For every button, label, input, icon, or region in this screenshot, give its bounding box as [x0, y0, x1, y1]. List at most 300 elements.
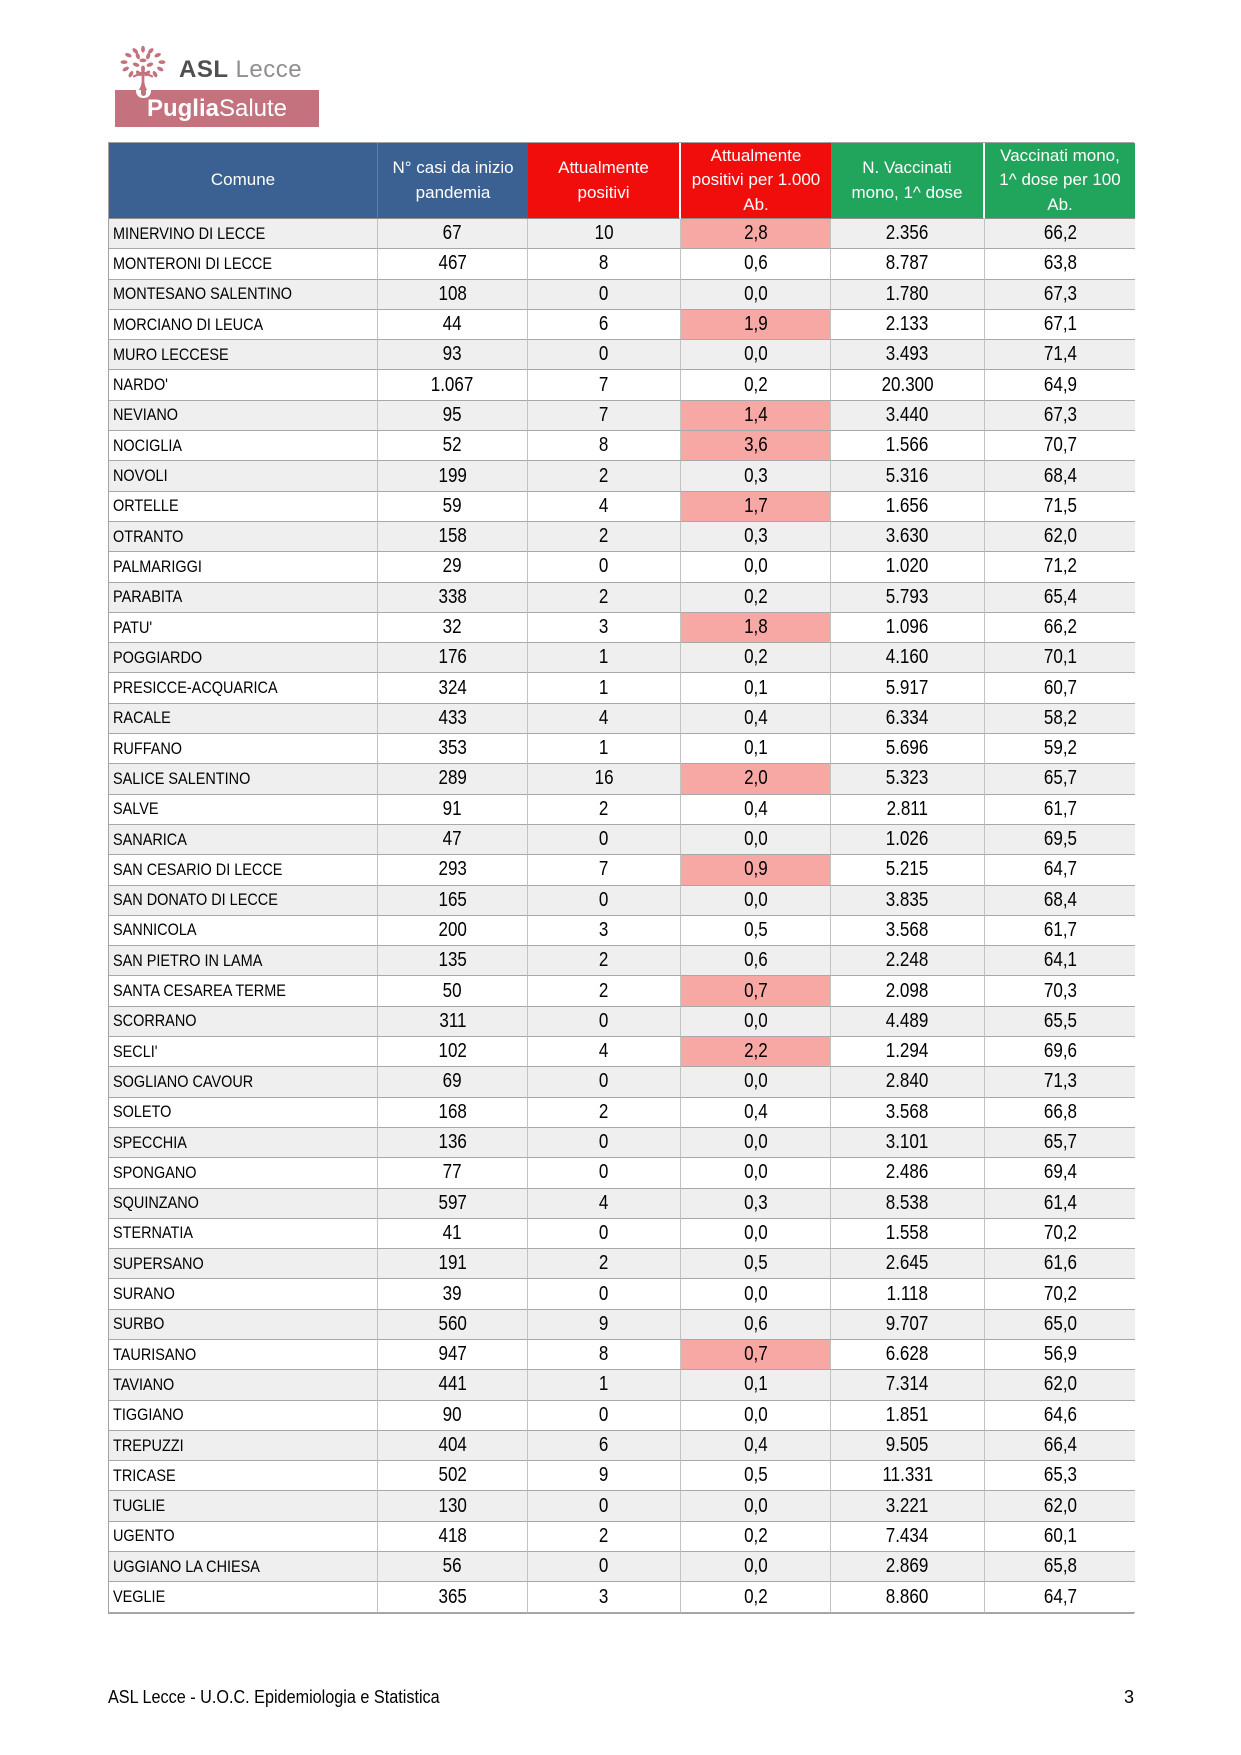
comune-cell	[109, 1219, 378, 1249]
comune-cell-text: SALICE SALENTINO	[113, 768, 251, 788]
brand-lecce: Lecce	[235, 56, 303, 83]
vaccinati-per-100-cell	[985, 1582, 1135, 1612]
vaccinati-cell-text: 4.160	[886, 646, 929, 669]
comune-cell-text: SAN DONATO DI LECCE	[113, 890, 278, 910]
vaccinati-cell	[831, 1370, 985, 1400]
positivi-cell	[528, 916, 681, 946]
positivi-per-1000-cell-text: 0,2	[743, 1524, 768, 1547]
casi-cell	[378, 613, 528, 643]
comune-cell-text: RACALE	[113, 708, 171, 728]
positivi-per-1000-cell	[681, 795, 831, 825]
comune-cell-text: SANNICOLA	[113, 920, 197, 940]
vaccinati-per-100-cell-text: 69,4	[1043, 1161, 1077, 1184]
vaccinati-cell	[831, 764, 985, 794]
column-header-vaccinati-label: N. Vaccinati mono, 1^ dose	[851, 158, 963, 202]
positivi-cell-text: 0	[599, 1403, 609, 1426]
comune-cell-text: NEVIANO	[113, 405, 179, 425]
casi-cell-text: 433	[438, 706, 467, 729]
vaccinati-cell-text: 3.568	[886, 918, 929, 941]
positivi-per-1000-cell	[681, 552, 831, 582]
positivi-per-1000-cell	[681, 946, 831, 976]
positivi-per-1000-cell-text: 0,7	[743, 1343, 768, 1366]
vaccinati-cell-text: 5.793	[886, 585, 929, 608]
vaccinati-per-100-cell	[985, 1491, 1135, 1521]
positivi-cell	[528, 643, 681, 673]
casi-cell-text: 324	[438, 676, 467, 699]
positivi-per-1000-cell-text: 0,0	[743, 1131, 768, 1154]
comune-cell-text: TAVIANO	[113, 1374, 175, 1394]
positivi-cell-text: 0	[599, 1555, 609, 1578]
vaccinati-per-100-cell-text: 61,7	[1043, 918, 1077, 941]
vaccinati-per-100-cell	[985, 1340, 1135, 1370]
positivi-cell	[528, 1249, 681, 1279]
comune-cell-text: SURANO	[113, 1284, 175, 1304]
vaccinati-cell	[831, 1310, 985, 1340]
vaccinati-cell	[831, 825, 985, 855]
column-header-positivi-per-1000	[681, 143, 831, 219]
vaccinati-cell-text: 3.493	[886, 343, 929, 366]
casi-cell-text: 560	[438, 1312, 467, 1335]
positivi-per-1000-cell	[681, 461, 831, 491]
casi-cell	[378, 1158, 528, 1188]
vaccinati-per-100-cell-text: 67,3	[1043, 282, 1077, 305]
comune-cell-text: POGGIARDO	[113, 647, 203, 667]
vaccinati-per-100-cell-text: 65,3	[1043, 1464, 1077, 1487]
positivi-cell	[528, 1158, 681, 1188]
positivi-cell	[528, 1370, 681, 1400]
positivi-per-1000-cell-text: 0,2	[743, 373, 768, 396]
vaccinati-cell-text: 1.851	[886, 1403, 929, 1426]
positivi-cell-text: 2	[599, 464, 609, 487]
comune-cell-text: SPECCHIA	[113, 1132, 187, 1152]
column-header-vaccinati-per-100	[985, 143, 1135, 219]
positivi-per-1000-cell-text: 0,6	[743, 1312, 768, 1335]
vaccinati-per-100-cell-text: 70,2	[1043, 1282, 1077, 1305]
positivi-per-1000-cell	[681, 401, 831, 431]
positivi-per-1000-cell-text: 0,6	[743, 252, 768, 275]
positivi-cell	[528, 613, 681, 643]
column-header-positivi-label: Attualmente positivi	[558, 158, 649, 202]
positivi-per-1000-cell	[681, 1552, 831, 1582]
casi-cell	[378, 340, 528, 370]
casi-cell-text: 597	[438, 1191, 467, 1214]
casi-cell	[378, 1037, 528, 1067]
positivi-per-1000-cell	[681, 1007, 831, 1037]
comune-cell-text: ORTELLE	[113, 496, 179, 516]
casi-cell	[378, 673, 528, 703]
positivi-per-1000-cell-text: 0,0	[743, 343, 768, 366]
casi-cell-text: 502	[438, 1464, 467, 1487]
vaccinati-cell	[831, 1007, 985, 1037]
vaccinati-cell-text: 1.118	[886, 1282, 929, 1305]
comune-cell	[109, 825, 378, 855]
vaccinati-per-100-cell-text: 66,2	[1043, 222, 1077, 245]
vaccinati-cell-text: 1.026	[886, 828, 929, 851]
casi-cell	[378, 976, 528, 1006]
page-footer	[108, 1687, 1134, 1708]
positivi-cell-text: 0	[599, 282, 609, 305]
vaccinati-cell	[831, 1279, 985, 1309]
vaccinati-per-100-cell-text: 71,4	[1043, 343, 1077, 366]
vaccinati-per-100-cell-text: 66,2	[1043, 616, 1077, 638]
positivi-per-1000-cell	[681, 1279, 831, 1309]
vaccinati-per-100-cell-text: 67,3	[1043, 403, 1077, 426]
positivi-per-1000-cell	[681, 431, 831, 461]
comune-cell-text: RUFFANO	[113, 738, 183, 758]
vaccinati-cell-text: 2.645	[886, 1252, 929, 1275]
comune-cell	[109, 1401, 378, 1431]
vaccinati-per-100-cell-text: 59,2	[1043, 737, 1077, 760]
comune-cell	[109, 1310, 378, 1340]
comune-cell-text: STERNATIA	[113, 1223, 194, 1243]
positivi-cell-text: 2	[599, 1100, 609, 1123]
positivi-cell	[528, 583, 681, 613]
comune-cell	[109, 401, 378, 431]
positivi-per-1000-cell	[681, 1582, 831, 1612]
positivi-per-1000-cell	[681, 492, 831, 522]
positivi-per-1000-cell-text: 0,9	[743, 858, 768, 881]
positivi-cell	[528, 1431, 681, 1461]
positivi-per-1000-cell	[681, 1522, 831, 1552]
vaccinati-per-100-cell	[985, 249, 1135, 279]
comune-cell	[109, 613, 378, 643]
positivi-per-1000-cell-text: 0,0	[743, 1494, 768, 1517]
positivi-per-1000-cell-text: 1,8	[743, 616, 768, 638]
comune-cell-text: SANARICA	[113, 829, 187, 849]
positivi-cell	[528, 886, 681, 916]
positivi-cell-text: 1	[599, 1373, 609, 1396]
vaccinati-per-100-cell-text: 70,2	[1043, 1221, 1077, 1244]
casi-cell	[378, 1007, 528, 1037]
vaccinati-cell	[831, 370, 985, 400]
positivi-cell-text: 0	[599, 555, 609, 578]
casi-cell	[378, 1310, 528, 1340]
casi-cell	[378, 1189, 528, 1219]
positivi-per-1000-cell	[681, 673, 831, 703]
casi-cell-text: 56	[443, 1555, 462, 1578]
vaccinati-cell-text: 5.917	[886, 676, 929, 699]
vaccinati-per-100-cell	[985, 734, 1135, 764]
positivi-per-1000-cell	[681, 613, 831, 643]
vaccinati-per-100-cell	[985, 643, 1135, 673]
positivi-cell-text: 2	[599, 979, 609, 1002]
comune-cell	[109, 764, 378, 794]
comune-cell	[109, 492, 378, 522]
casi-cell	[378, 583, 528, 613]
vaccinati-cell-text: 20.300	[881, 373, 934, 396]
comune-cell	[109, 522, 378, 552]
vaccinati-per-100-cell	[985, 401, 1135, 431]
positivi-per-1000-cell	[681, 886, 831, 916]
positivi-cell	[528, 673, 681, 703]
vaccinati-cell	[831, 1340, 985, 1370]
vaccinati-cell	[831, 916, 985, 946]
casi-cell	[378, 310, 528, 340]
vaccinati-per-100-cell-text: 61,4	[1043, 1191, 1077, 1214]
positivi-cell-text: 3	[599, 1585, 609, 1608]
comune-cell-text: SOLETO	[113, 1102, 172, 1122]
positivi-per-1000-cell	[681, 1219, 831, 1249]
vaccinati-per-100-cell-text: 58,2	[1043, 706, 1077, 729]
casi-cell	[378, 1431, 528, 1461]
vaccinati-cell	[831, 1431, 985, 1461]
vaccinati-cell	[831, 492, 985, 522]
casi-cell	[378, 1128, 528, 1158]
positivi-per-1000-cell-text: 2,0	[743, 767, 768, 790]
positivi-cell	[528, 310, 681, 340]
positivi-cell	[528, 461, 681, 491]
vaccinati-per-100-cell	[985, 916, 1135, 946]
casi-cell-text: 191	[438, 1252, 467, 1275]
positivi-cell-text: 0	[599, 1070, 609, 1093]
positivi-cell	[528, 1582, 681, 1612]
vaccinati-per-100-cell	[985, 1067, 1135, 1097]
positivi-per-1000-cell	[681, 370, 831, 400]
comune-cell	[109, 219, 378, 249]
vaccinati-per-100-cell-text: 71,5	[1043, 494, 1077, 517]
vaccinati-cell	[831, 1491, 985, 1521]
positivi-per-1000-cell-text: 0,0	[743, 828, 768, 851]
column-header-per-100-label: Vaccinati mono, 1^ dose per 100 Ab.	[999, 146, 1121, 214]
positivi-per-1000-cell	[681, 280, 831, 310]
casi-cell	[378, 1370, 528, 1400]
vaccinati-cell	[831, 401, 985, 431]
positivi-cell	[528, 340, 681, 370]
comune-cell	[109, 673, 378, 703]
comune-cell	[109, 1037, 378, 1067]
positivi-cell-text: 16	[594, 767, 614, 790]
positivi-cell	[528, 1340, 681, 1370]
positivi-cell-text: 2	[599, 797, 609, 820]
positivi-cell	[528, 1067, 681, 1097]
comune-cell	[109, 583, 378, 613]
positivi-cell-text: 1	[599, 676, 609, 699]
casi-cell-text: 165	[438, 888, 467, 911]
comune-cell	[109, 340, 378, 370]
comune-cell-text: OTRANTO	[113, 526, 184, 546]
vaccinati-cell	[831, 431, 985, 461]
casi-cell-text: 102	[438, 1040, 467, 1063]
positivi-per-1000-cell	[681, 1158, 831, 1188]
vaccinati-cell	[831, 1249, 985, 1279]
comune-cell-text: MURO LECCESE	[113, 344, 229, 364]
vaccinati-per-100-cell-text: 63,8	[1043, 252, 1077, 275]
casi-cell	[378, 1279, 528, 1309]
positivi-per-1000-cell-text: 2,2	[743, 1040, 768, 1063]
vaccinati-per-100-cell	[985, 855, 1135, 885]
vaccinati-cell-text: 2.486	[886, 1161, 929, 1184]
vaccinati-cell	[831, 1158, 985, 1188]
vaccinati-per-100-cell	[985, 583, 1135, 613]
positivi-cell	[528, 219, 681, 249]
comune-cell	[109, 976, 378, 1006]
comune-cell	[109, 1582, 378, 1612]
casi-cell-text: 353	[438, 737, 467, 760]
vaccinati-per-100-cell-text: 65,0	[1043, 1312, 1077, 1335]
casi-cell-text: 130	[438, 1494, 467, 1517]
vaccinati-per-100-cell-text: 68,4	[1043, 464, 1077, 487]
casi-cell	[378, 1098, 528, 1128]
comune-cell	[109, 431, 378, 461]
positivi-per-1000-cell-text: 0,2	[743, 646, 768, 669]
casi-cell	[378, 280, 528, 310]
positivi-per-1000-cell	[681, 916, 831, 946]
positivi-cell-text: 1	[599, 737, 609, 760]
comune-cell-text: TIGGIANO	[113, 1405, 184, 1425]
casi-cell	[378, 219, 528, 249]
comune-cell-text: SALVE	[113, 799, 159, 819]
casi-cell-text: 135	[438, 949, 467, 972]
vaccinati-per-100-cell-text: 64,1	[1043, 949, 1077, 972]
vaccinati-per-100-cell	[985, 795, 1135, 825]
positivi-cell-text: 4	[599, 1040, 609, 1063]
comune-cell-text: TAURISANO	[113, 1344, 197, 1364]
casi-cell-text: 67	[443, 222, 462, 245]
positivi-per-1000-cell-text: 0,4	[743, 706, 768, 729]
banner-puglia: Puglia	[146, 94, 219, 122]
positivi-per-1000-cell-text: 0,4	[743, 1434, 768, 1457]
casi-cell-text: 168	[438, 1100, 467, 1123]
comune-cell	[109, 1522, 378, 1552]
vaccinati-cell-text: 6.334	[886, 706, 929, 729]
vaccinati-cell-text: 3.440	[886, 403, 929, 426]
positivi-per-1000-cell	[681, 1431, 831, 1461]
vaccinati-cell	[831, 1401, 985, 1431]
positivi-per-1000-cell	[681, 1128, 831, 1158]
positivi-per-1000-cell	[681, 855, 831, 885]
vaccinati-cell-text: 5.323	[886, 767, 929, 790]
positivi-per-1000-cell-text: 0,0	[743, 888, 768, 911]
vaccinati-per-100-cell	[985, 946, 1135, 976]
vaccinati-cell	[831, 461, 985, 491]
positivi-per-1000-cell-text: 1,7	[743, 494, 768, 517]
column-header-comune-label: Comune	[210, 170, 276, 190]
casi-cell-text: 69	[443, 1070, 462, 1093]
vaccinati-cell-text: 1.294	[886, 1040, 929, 1063]
positivi-cell	[528, 946, 681, 976]
comune-cell	[109, 1067, 378, 1097]
vaccinati-cell	[831, 1461, 985, 1491]
positivi-per-1000-cell	[681, 1491, 831, 1521]
positivi-cell	[528, 1310, 681, 1340]
positivi-cell	[528, 855, 681, 885]
positivi-per-1000-cell-text: 0,3	[743, 1191, 768, 1214]
vaccinati-per-100-cell	[985, 1128, 1135, 1158]
casi-cell-text: 467	[438, 252, 467, 275]
casi-cell	[378, 1340, 528, 1370]
vaccinati-per-100-cell-text: 66,8	[1043, 1100, 1077, 1123]
positivi-cell-text: 0	[599, 1009, 609, 1032]
positivi-per-1000-cell	[681, 1189, 831, 1219]
vaccinati-per-100-cell-text: 64,9	[1043, 373, 1077, 396]
casi-cell	[378, 1219, 528, 1249]
casi-cell-text: 338	[438, 585, 467, 608]
vaccinati-per-100-cell-text: 69,5	[1043, 828, 1077, 851]
vaccinati-cell	[831, 1219, 985, 1249]
vaccinati-cell-text: 8.538	[886, 1191, 929, 1214]
positivi-cell	[528, 370, 681, 400]
casi-cell	[378, 522, 528, 552]
vaccinati-per-100-cell-text: 71,2	[1043, 555, 1077, 578]
positivi-per-1000-cell-text: 0,3	[743, 464, 768, 487]
comune-cell	[109, 280, 378, 310]
vaccinati-cell	[831, 280, 985, 310]
casi-cell	[378, 401, 528, 431]
vaccinati-cell	[831, 1552, 985, 1582]
comune-cell-text: SECLI'	[113, 1041, 158, 1061]
comune-cell-text: SURBO	[113, 1314, 165, 1334]
casi-cell	[378, 886, 528, 916]
positivi-per-1000-cell-text: 0,5	[743, 1252, 768, 1275]
vaccinati-cell-text: 3.221	[886, 1494, 929, 1517]
casi-cell-text: 44	[443, 313, 462, 336]
positivi-per-1000-cell	[681, 734, 831, 764]
vaccinati-cell-text: 9.505	[886, 1434, 929, 1457]
vaccinati-cell	[831, 976, 985, 1006]
vaccinati-cell-text: 3.101	[886, 1131, 929, 1154]
positivi-cell	[528, 1279, 681, 1309]
positivi-per-1000-cell-text: 0,0	[743, 1161, 768, 1184]
casi-cell	[378, 946, 528, 976]
comune-cell-text: PARABITA	[113, 587, 183, 607]
comune-cell-text: VEGLIE	[113, 1587, 166, 1606]
comune-cell-text: TRICASE	[113, 1465, 176, 1485]
vaccinati-per-100-cell	[985, 1461, 1135, 1491]
vaccinati-cell-text: 5.316	[886, 464, 929, 487]
vaccinati-per-100-cell-text: 61,6	[1043, 1252, 1077, 1275]
positivi-per-1000-cell-text: 0,0	[743, 1403, 768, 1426]
positivi-cell-text: 6	[599, 1434, 609, 1457]
vaccinati-per-100-cell	[985, 431, 1135, 461]
vaccinati-cell	[831, 886, 985, 916]
positivi-cell	[528, 280, 681, 310]
casi-cell-text: 441	[438, 1373, 467, 1396]
vaccinati-cell-text: 8.860	[886, 1585, 929, 1608]
positivi-cell	[528, 431, 681, 461]
vaccinati-per-100-cell-text: 68,4	[1043, 888, 1077, 911]
positivi-cell-text: 4	[599, 494, 609, 517]
comune-cell-text: TREPUZZI	[113, 1435, 184, 1455]
positivi-per-1000-cell	[681, 1249, 831, 1279]
vaccinati-per-100-cell	[985, 1158, 1135, 1188]
comune-cell-text: MONTERONI DI LECCE	[113, 253, 272, 273]
vaccinati-cell-text: 7.314	[886, 1373, 929, 1396]
casi-cell	[378, 1461, 528, 1491]
asl-lecce-logo	[115, 42, 375, 132]
puglia-salute-banner	[115, 90, 319, 127]
comune-cell	[109, 1098, 378, 1128]
vaccinati-per-100-cell	[985, 764, 1135, 794]
comune-cell-text: TUGLIE	[113, 1496, 166, 1516]
vaccinati-per-100-cell	[985, 492, 1135, 522]
vaccinati-per-100-cell	[985, 1310, 1135, 1340]
vaccinati-per-100-cell-text: 64,7	[1043, 858, 1077, 881]
comune-cell-text: SAN CESARIO DI LECCE	[113, 859, 283, 879]
comune-cell-text: PRESICCE-ACQUARICA	[113, 678, 278, 698]
positivi-cell	[528, 1461, 681, 1491]
casi-cell-text: 90	[443, 1403, 462, 1426]
comune-cell	[109, 795, 378, 825]
casi-cell-text: 136	[438, 1131, 467, 1154]
column-header-vaccinati	[831, 143, 985, 219]
comune-cell	[109, 916, 378, 946]
vaccinati-per-100-cell	[985, 613, 1135, 643]
positivi-per-1000-cell-text: 0,1	[743, 737, 768, 760]
positivi-cell-text: 0	[599, 1494, 609, 1517]
positivi-cell-text: 8	[599, 1343, 609, 1366]
casi-cell-text: 108	[438, 282, 467, 305]
vaccinati-cell-text: 2.811	[886, 797, 929, 820]
